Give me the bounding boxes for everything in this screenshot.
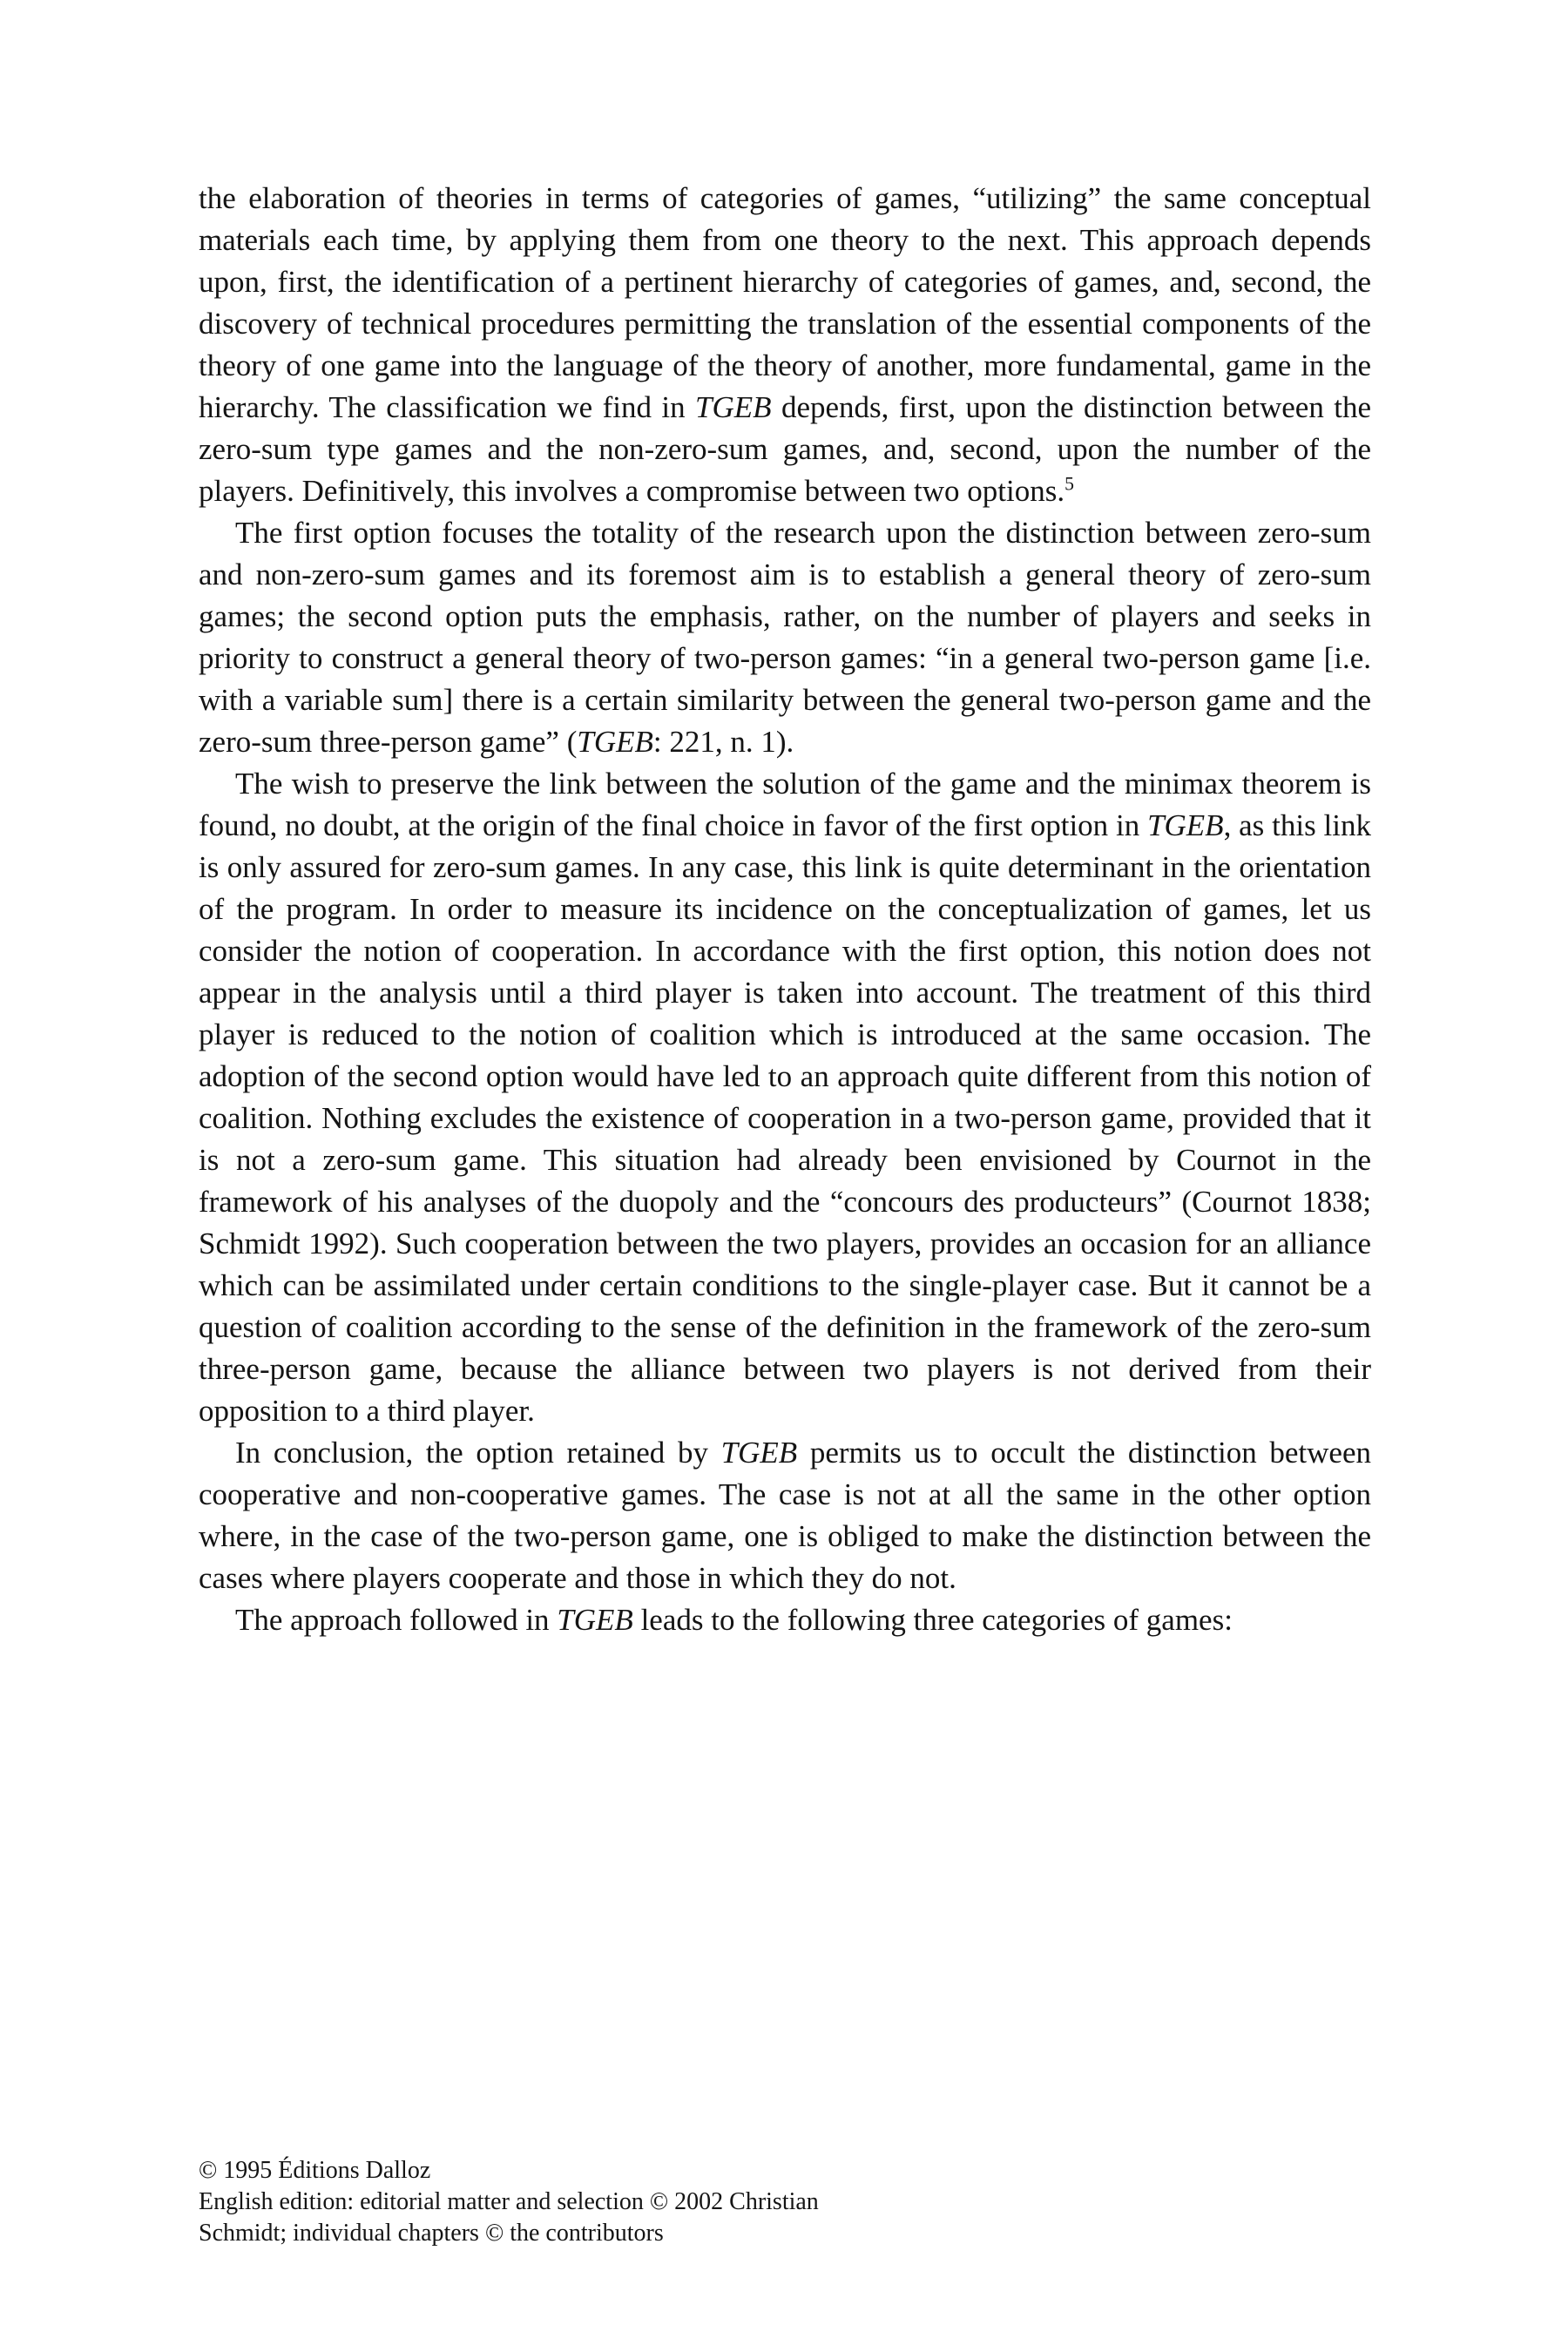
text-segment: , as this link is only assured for zero-sum games. In any case, this link is quite determinant in the orientation of the program. In order to measure its incidence on the conceptualization of games, let us consider the notion of cooperation. In accordance with the first option, this notion does not appear in the analysis until a third player is taken into account. The treatment of this third player is reduced to the notion of coalition which is introduced at the same occasion. The adoption of the second option would have led to an approach quite different from this notion of coalition. Nothing excludes the existence of cooperation in a two-person game, provided that it is not a zero-sum game. This situation had already been envisioned by Cournot in the framework of his analyses of the duopoly and the “concours des producteurs” (Cournot 1838; Schmidt 1992). Such cooperation between the two players, provides an occasion for an alliance which can be assimilated under certain conditions to the single-player case. But it cannot be a question of coalition according to the sense of the definition in the framework of the zero-sum three-person game, because the alliance between two players is not derived from their opposition to a third player. (199, 808, 1371, 1428)
footer-line: Schmidt; individual chapters © the contributors (199, 2220, 664, 2247)
paragraph (199, 178, 1371, 512)
italic-text: TGEB (577, 725, 653, 759)
footer-line: © 1995 Éditions Dalloz (199, 2157, 431, 2184)
body-text (199, 178, 1371, 1641)
text-segment: The first option focuses the totality of the research upon the distinction between zero-sum and non-zero-sum games and its foremost aim is to establish a general theory of zero-sum games; the second option puts the emphasis, rather, on the number of players and seeks in priority to construct a general theory of two-person games: “in a general two-person game [i.e. with a variable sum] there is a certain similarity between the general two-person game and the zero-sum three-person game” ( (199, 516, 1371, 759)
text-segment: permits us to occult the distinction between cooperative and non-cooperative games. The case is not at all the same in the other option where, in the case of the two-person game, one is obliged to make the distinction between the cases where players cooperate and those in which they do not. (199, 1436, 1371, 1595)
text-segment: leads to the following three categories of games: (632, 1603, 1233, 1637)
italic-text: TGEB (720, 1436, 798, 1470)
text-segment: the elaboration of theories in terms of categories of games, “utilizing” the same conceptual materials each time, by applying them from one theory to the next. This approach depends upon, first, the identification of a pertinent hierarchy of categories of games, and, second, the discovery of technical procedures permitting the translation of the essential components of the theory of one game into the language of the theory of another, more fundamental, game in the hierarchy. The classification we find in (199, 181, 1371, 424)
text-segment: depends, first, upon the distinction between the zero-sum type games and the non-zero-sum games, and, second, upon the number of the players. Definitively, this involves a compromise between two options. (199, 390, 1372, 508)
paragraph (199, 763, 1371, 1432)
text-segment: The wish to preserve the link between the solution of the game and the minimax theorem is found, no doubt, at the origin of the final choice in favor of the first option in (199, 767, 1371, 842)
paragraph (199, 1599, 1371, 1641)
text-segment: The approach followed in (235, 1603, 558, 1637)
italic-text: TGEB (695, 390, 772, 424)
footnote-marker: 5 (1064, 473, 1074, 495)
copyright-footer (199, 2155, 1371, 2249)
footer-line: English edition: editorial matter and selection © 2002 Christian (199, 2188, 819, 2215)
text-segment: : 221, n. 1). (652, 725, 794, 759)
paragraph (199, 512, 1371, 763)
italic-text: TGEB (557, 1603, 633, 1637)
italic-text: TGEB (1147, 808, 1224, 842)
paragraph (199, 1432, 1371, 1599)
text-segment: In conclusion, the option retained by (235, 1436, 721, 1470)
